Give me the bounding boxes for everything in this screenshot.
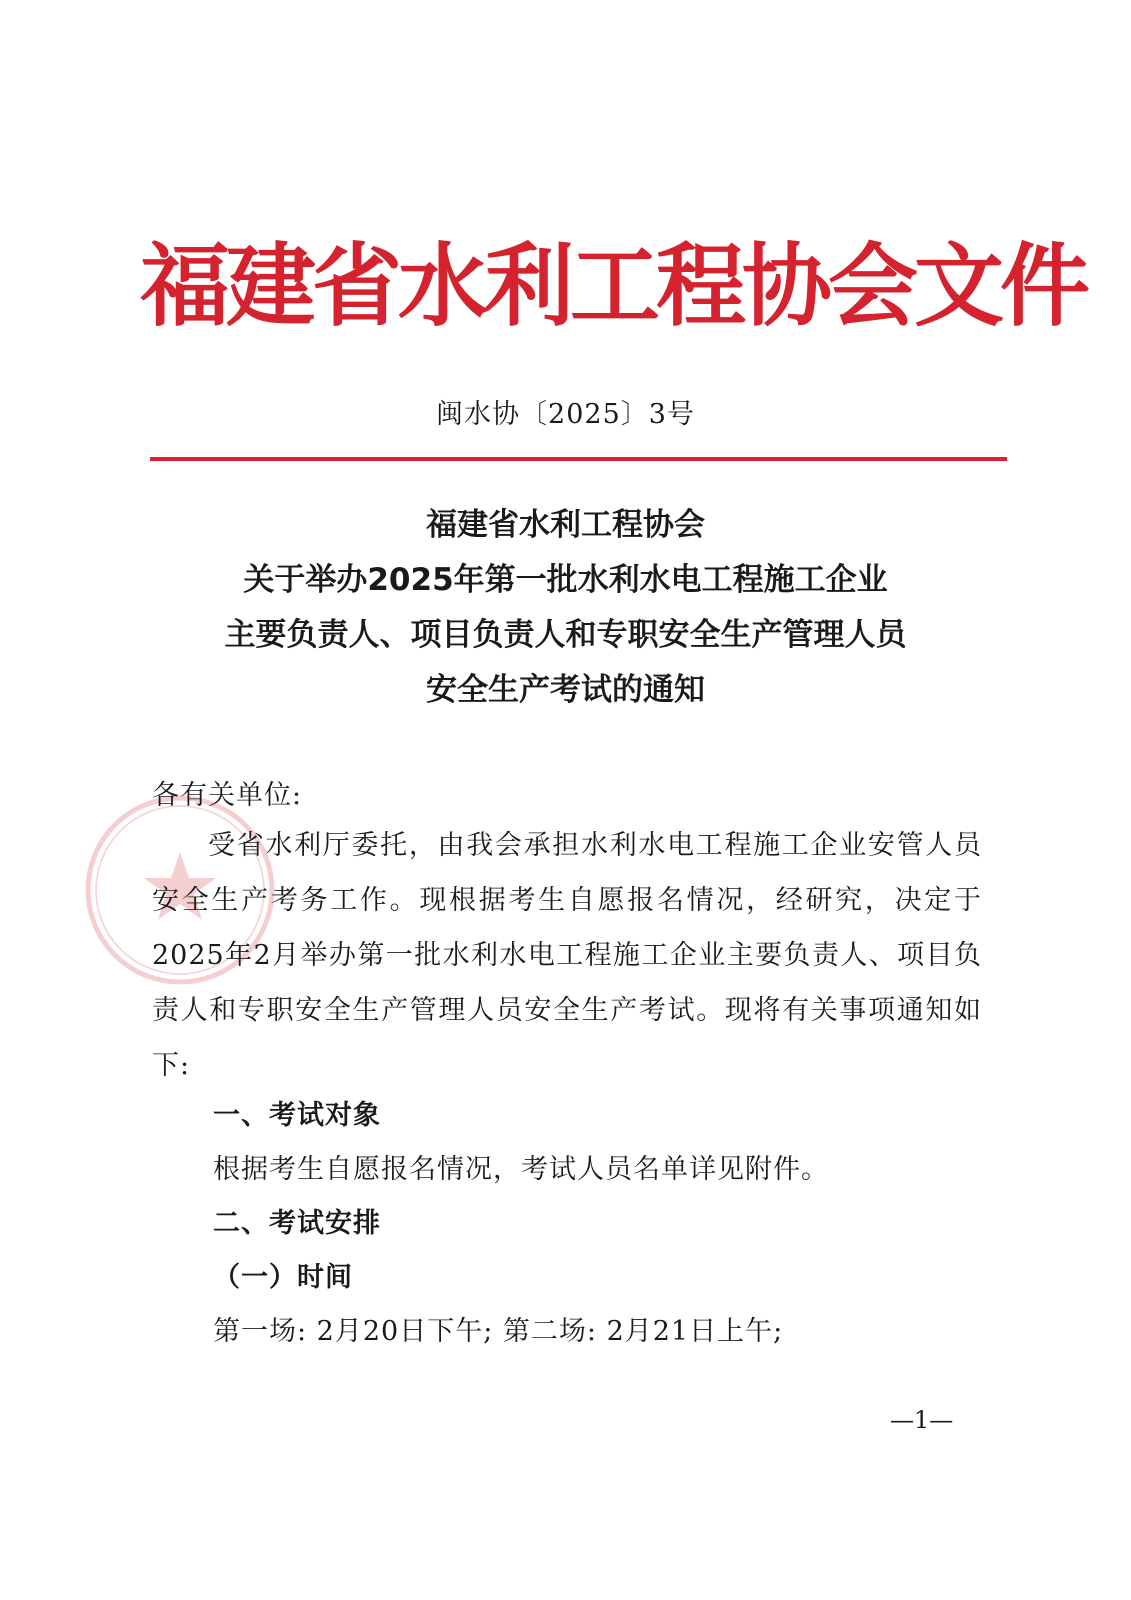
header-divider: [150, 457, 1007, 461]
page-number: —1—: [890, 1406, 954, 1434]
notice-title-line: 福建省水利工程协会: [426, 507, 705, 543]
document-header-title: 福建省水利工程协会文件: [140, 234, 1086, 339]
notice-title: [0, 498, 1131, 718]
notice-title-line: 安全生产考试的通知: [426, 672, 705, 708]
exam-time-text: 第一场: 2月20日下午; 第二场: 2月21日上午;: [213, 1316, 784, 1347]
notice-title-line: 关于举办2025年第一批水利水电工程施工企业: [243, 562, 888, 598]
section-1-heading: 一、考试对象: [213, 1100, 381, 1131]
section-2-heading: 二、考试安排: [213, 1208, 381, 1239]
notice-title-line: 主要负责人、项目负责人和专职安全生产管理人员: [224, 617, 907, 653]
subsection-time-heading: （一）时间: [213, 1262, 353, 1293]
salutation: 各有关单位:: [152, 780, 303, 811]
document-number: 闽水协〔2025〕3号: [436, 399, 695, 430]
intro-paragraph: 受省水利厅委托，由我会承担水利水电工程施工企业安管人员安全生产考务工作。现根据考生自愿报名情况，经研究，决定于2025年2月举办第一批水利水电工程施工企业主要负责人、项目负责人和专职安全生产管理人员安全生产考试。现将有关事项通知如下:: [152, 830, 982, 1081]
section-1-text: 根据考生自愿报名情况，考试人员名单详见附件。: [213, 1154, 829, 1185]
